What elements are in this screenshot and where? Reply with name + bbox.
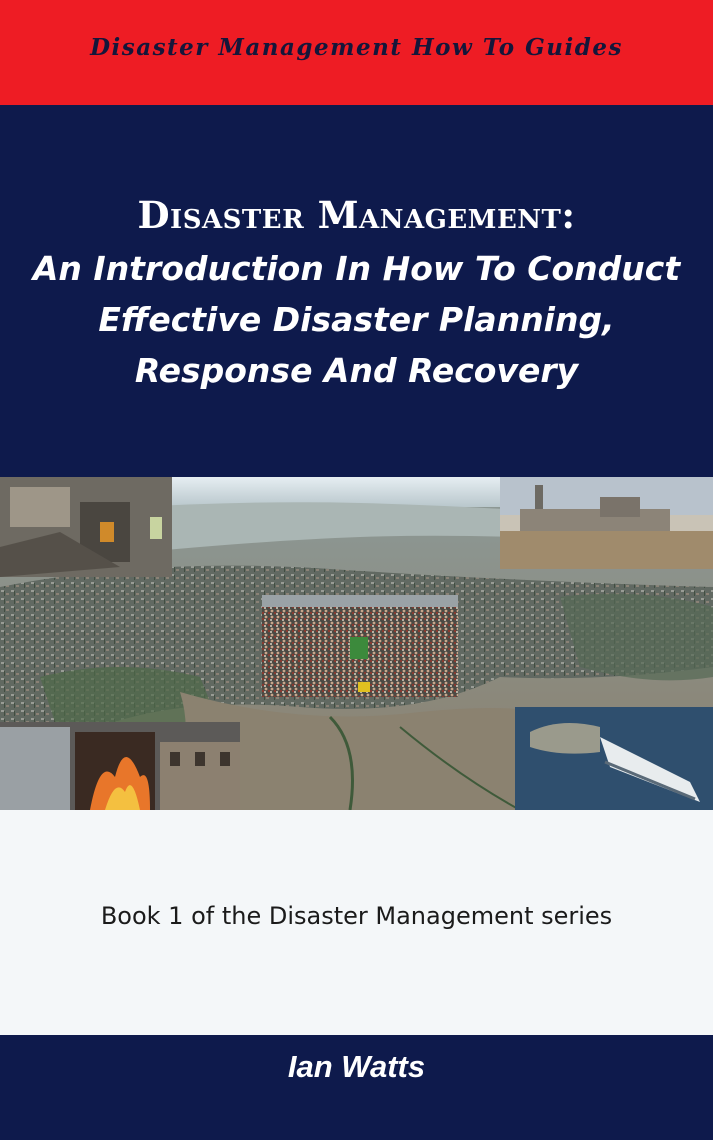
inset-ship-photo	[515, 707, 713, 810]
book-subtitle-line-1: An Introduction In How To Conduct	[32, 249, 681, 288]
book-title: Disaster Management:	[137, 193, 576, 237]
inset-power-plant-photo	[500, 477, 713, 569]
inset-rubble-photo	[0, 477, 172, 577]
cover-photo-collage	[0, 477, 713, 810]
inset-crowd-photo	[262, 595, 458, 697]
series-header: Disaster Management How To Guides	[90, 34, 623, 61]
series-note: Book 1 of the Disaster Management series	[100, 902, 613, 930]
title-band	[0, 105, 713, 477]
inset-fire-photo	[0, 722, 240, 810]
book-subtitle-line-3: Response And Recovery	[134, 351, 579, 390]
flood-aerial-image	[0, 477, 713, 810]
book-subtitle-line-2: Effective Disaster Planning,	[98, 300, 615, 339]
author-name: Ian Watts	[287, 1049, 426, 1084]
